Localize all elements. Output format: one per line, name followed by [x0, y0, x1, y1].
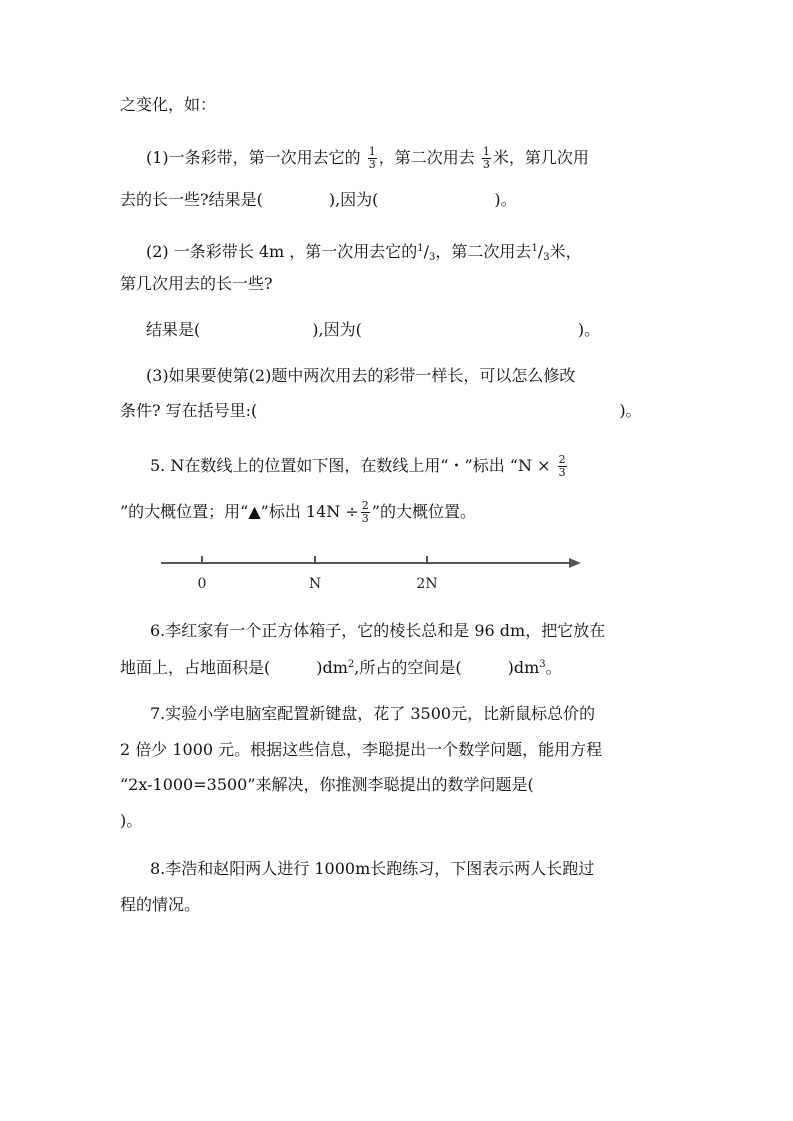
q5-line1: [150, 454, 569, 479]
q7-line3: “2x-1000=3500”来解决，你推测李聪提出的数学问题是(: [120, 775, 534, 794]
q6-text-b: 地面上，占地面积是(: [120, 658, 271, 677]
q2-frac1-slash: /: [423, 242, 430, 261]
q6-text-f: 。: [545, 658, 562, 677]
q3-line1: (3)如果要使第(2)题中两次用去的彩带一样长，可以怎么修改: [146, 366, 576, 385]
continuation-line: 之变化，如：: [120, 95, 217, 114]
q2-line3: [146, 319, 600, 341]
q8-line2: 程的情况。: [120, 895, 201, 914]
q7-line2: 2 倍少 1000 元。根据这些信息，李聪提出一个数学问题，能用方程: [120, 740, 603, 759]
q3-text-c: )。: [619, 401, 642, 420]
q6-line1: 6.李红家有一个正方体箱子，它的棱长总和是 96 dm，把它放在: [150, 621, 606, 640]
fraction-two-thirds-a: $\frac{2}{3}$: [558, 453, 566, 479]
q1-text-b: ，第二次用去: [378, 148, 475, 167]
q2-frac2-num: 1: [531, 243, 538, 254]
fraction-one-third-b: $\frac{1}{3}$: [482, 145, 490, 171]
q2-text-e: 结果是(: [146, 320, 201, 339]
q6-text-d: ,所占的空间是(: [354, 658, 462, 677]
arrow-head-icon: [569, 558, 581, 568]
q6-exp-3: 3: [539, 659, 546, 670]
q2-text-f: ),因为(: [312, 320, 362, 339]
q6-exp-2: 2: [347, 659, 355, 670]
tick-label-2n: 2N: [416, 576, 438, 592]
q1-line1: [146, 146, 589, 171]
q2-frac1-num: 1: [417, 243, 424, 254]
q1-line2: [120, 189, 517, 211]
q1-text-e: ),因为(: [328, 190, 379, 209]
q5-text-a: 5. N在数线上的位置如下图，在数线上用“・”标出 “N ×: [150, 456, 551, 475]
q2-text-b: ，第二次用去: [435, 242, 532, 261]
q2-frac1-den: 3: [429, 252, 436, 263]
tick-label-n: N: [308, 576, 322, 592]
tick-label-0: 0: [197, 576, 207, 592]
q6-text-e: )dm: [507, 658, 540, 677]
q3-text-b: 条件? 写在括号里:(: [120, 401, 258, 420]
q2-text-a: (2) 一条彩带长 4m ，第一次用去它的: [146, 242, 418, 261]
number-line[interactable]: [155, 548, 595, 598]
q6-line2: [120, 654, 562, 679]
q7-line1: 7.实验小学电脑室配置新键盘，花了 3500元，比新鼠标总价的: [150, 704, 596, 723]
q2-text-g: )。: [577, 320, 601, 339]
q1-text-a: (1)一条彩带，第一次用去它的: [146, 148, 361, 167]
q1-text-d: 去的长一些?结果是(: [120, 190, 263, 209]
q5-line2: [120, 500, 476, 525]
q6-text-c: )dm: [316, 658, 348, 677]
q2-frac2-den: 3: [543, 252, 550, 263]
q2-line1: [146, 238, 582, 269]
q5-text-b: ”的大概位置；用“▲”标出 14N ÷: [120, 502, 359, 521]
fraction-one-third-a: $\frac{1}{3}$: [368, 145, 376, 171]
q2-frac2-slash: /: [537, 242, 544, 261]
fraction-two-thirds-b: $\frac{2}{3}$: [361, 499, 369, 525]
q2-text-c: 米，: [549, 242, 582, 261]
q2-line2: 第几次用去的长一些?: [120, 274, 273, 293]
q8-line1: 8.李浩和赵阳两人进行 1000m长跑练习，下图表示两人长跑过: [150, 859, 595, 878]
q5-text-c: ”的大概位置。: [371, 502, 476, 521]
q1-text-f: )。: [494, 190, 517, 209]
q3-line2: [120, 400, 642, 422]
q7-line4: )。: [120, 811, 143, 830]
q1-text-c: 米，第几次用: [492, 148, 589, 167]
